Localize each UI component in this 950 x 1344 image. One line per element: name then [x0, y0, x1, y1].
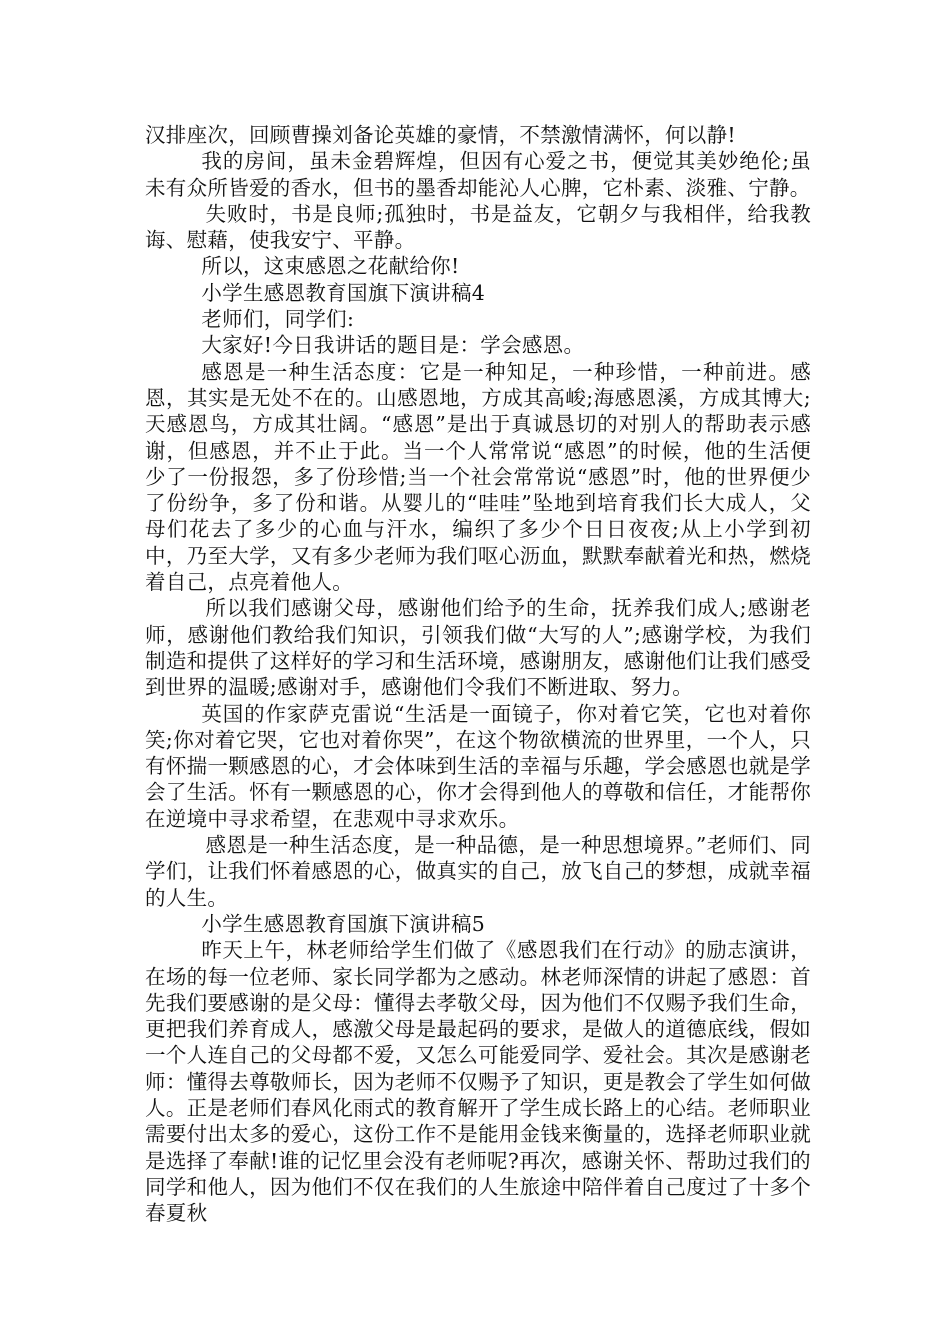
paragraph: 失败时，书是良师;孤独时，书是益友，它朝夕与我相伴，给我教诲、慰藉，使我安宁、平静。: [145, 201, 811, 253]
paragraph: 英国的作家萨克雷说“生活是一面镜子，你对着它笑，它也对着你笑;你对着它哭，它也对着你哭”，在这个物欲横流的世界里，一个人，只有怀揣一颗感恩的心，才会体味到生活的幸福与乐趣，学会感恩也就是学会了生活。怀有一颗感恩的心，你才会得到他人的尊敬和信任，才能帮你在逆境中寻求希望，在悲观中寻求欢乐。: [145, 701, 811, 831]
document-body: [145, 122, 811, 1226]
paragraph: 感恩是一种生活态度，是一种品德，是一种思想境界。”老师们、同学们，让我们怀着感恩的心，做真实的自己，放飞自己的梦想，成就幸福的人生。: [145, 833, 811, 910]
paragraph: 所以，这束感恩之花献给你!: [201, 254, 460, 279]
paragraph: 我的房间，虽未金碧辉煌，但因有心爱之书，便觉其美妙绝伦;虽未有众所皆爱的香水，但书的墨香却能沁人心脾，它朴素、淡雅、宁静。: [145, 149, 811, 200]
paragraph: 所以我们感谢父母，感谢他们给予的生命，抚养我们成人;感谢老师，感谢他们教给我们知识，引领我们做“大写的人”;感谢学校，为我们制造和提供了这样好的学习和生活环境，感谢朋友，感谢他们让我们感受到世界的温暖;感谢对手，感谢他们令我们不断进取、努力。: [145, 596, 811, 700]
paragraph: 昨天上午，林老师给学生们做了《感恩我们在行动》的励志演讲，在场的每一位老师、家长同学都为之感动。林老师深情的讲起了感恩：首先我们要感谢的是父母：懂得去孝敬父母，因为他们不仅赐予我们生命，更把我们养育成人，感激父母是最起码的要求，是做人的道德底线，假如一个人连自己的父母都不爱，又怎么可能爱同学、爱社会。其次是感谢老师：懂得去尊敬师长，因为老师不仅赐予了知识，更是教会了学生如何做人。正是老师们春风化雨式的教育解开了学生成长路上的心结。老师职业需要付出太多的爱心，这份工作不是能用金钱来衡量的，选择老师职业就是选择了奉献!谁的记忆里会没有老师呢?再次，感谢关怀、帮助过我们的同学和他人，因为他们不仅在我们的人生旅途中陪伴着自己度过了十多个春夏秋: [145, 938, 811, 1226]
paragraph: 汉排座次，回顾曹操刘备论英雄的豪情，不禁激情满怀，何以静!: [145, 123, 736, 147]
section-heading: 小学生感恩教育国旗下演讲稿4: [201, 280, 486, 305]
salutation: 老师们，同学们:: [201, 307, 355, 332]
paragraph: 感恩是一种生活态度：它是一种知足，一种珍惜，一种前进。感恩，其实是无处不在的。山感恩地，方成其高峻;海感恩溪，方成其博大;天感恩鸟，方成其壮阔。“感恩”是出于真诚恳切的对别人的帮助表示感谢，但感恩，并不止于此。当一个人常常说“感恩”的时候，他的生活便少了一份报怨，多了份珍惜;当一个社会常常说“感恩”时，他的世界便少了份纷争，多了份和谐。从婴儿的“哇哇”坠地到培育我们长大成人，父母们花去了多少的心血与汗水，编织了多少个日日夜夜;从上小学到初中，乃至大学，又有多少老师为我们呕心沥血，默默奉献着光和热，燃烧着自己，点亮着他人。: [145, 359, 811, 595]
section-heading: 小学生感恩教育国旗下演讲稿5: [201, 911, 486, 936]
paragraph: 大家好!今日我讲话的题目是：学会感恩。: [201, 333, 585, 358]
